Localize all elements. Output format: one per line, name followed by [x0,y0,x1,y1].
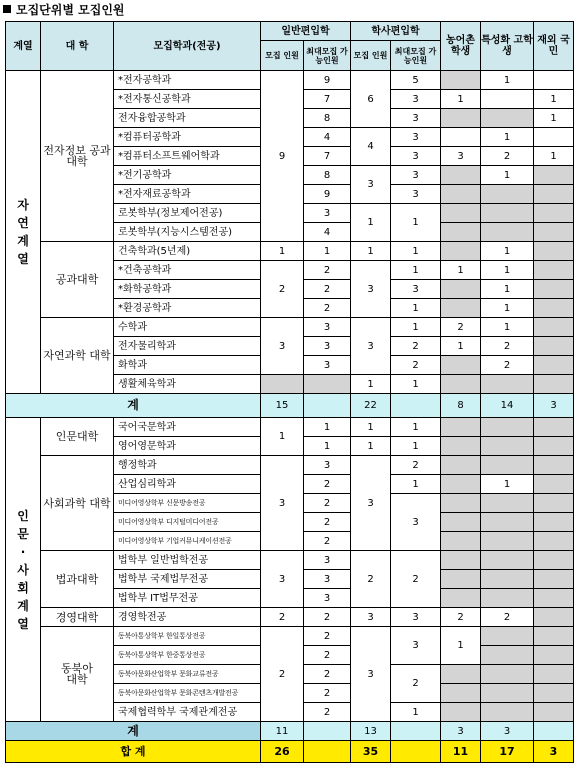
special-cell: 1 [481,166,534,185]
empty-cell [534,318,574,337]
empty-cell [481,109,534,128]
merged-cell: 1 [391,204,441,242]
merged-cell: 1 [441,627,481,665]
header-gyeyeol: 계열 [6,22,41,71]
general-max: 2 [304,261,351,280]
dept-row: 행정학과 [114,456,261,475]
dept-row: *환경공학과 [114,299,261,318]
bachelor-max: 3 [391,608,441,627]
rural-cell: 2 [441,608,481,627]
abroad-cell: 1 [534,109,574,128]
empty-cell [481,375,534,394]
general-max: 2 [304,684,351,703]
empty-cell [481,437,534,456]
empty-cell [481,418,534,437]
dept-row: 전자융합공학과 [114,109,261,128]
empty-cell [534,684,574,703]
empty-cell [534,665,574,684]
rural-cell: 2 [441,318,481,337]
general-max: 8 [304,109,351,128]
dept-row: 국제협력학부 국제관계전공 [114,703,261,722]
dept-row: 화학과 [114,356,261,375]
general-max: 9 [304,185,351,204]
empty-cell [534,551,574,570]
abroad-cell [534,128,574,147]
dept-row: 영어영문학과 [114,437,261,456]
empty-cell [441,375,481,394]
empty-cell [534,223,574,242]
general-max: 2 [304,280,351,299]
bachelor-max: 3 [391,109,441,128]
special-cell: 1 [481,475,534,494]
total-cell [304,741,351,763]
dept-row: *전자재료공학과 [114,185,261,204]
empty-cell [481,185,534,204]
bachelor-mojip: 1 [351,437,391,456]
total-r: 11 [441,741,481,763]
dept-row: 동북아문화산업학부 문화콘텐츠개발전공 [114,684,261,703]
bachelor-max: 3 [391,90,441,109]
empty-cell [441,242,481,261]
subtotal-science-label: 계 [6,394,261,418]
empty-cell [481,223,534,242]
bachelor-mojip: 1 [351,375,391,394]
college-elec: 전자정보 공과대학 [41,71,114,242]
empty-cell [534,204,574,223]
empty-cell [481,684,534,703]
page-title [3,1,125,19]
merged-cell: 3 [351,318,391,375]
college-ne: 동북아 대학 [41,627,114,722]
empty-cell [261,375,304,394]
merged-cell: 2 [261,627,304,722]
empty-cell [441,71,481,90]
empty-cell [441,223,481,242]
subtotal-science-s: 14 [481,394,534,418]
dept-row: *컴퓨터소프트웨어학과 [114,147,261,166]
special-cell: 1 [481,280,534,299]
title-text: 모집단위별 모집인원 [16,3,125,17]
dept-row: 산업심리학과 [114,475,261,494]
bachelor-max: 3 [391,128,441,147]
college-human: 인문대학 [41,418,114,456]
general-max: 2 [304,513,351,532]
dept-row: 동북아통상학부 한일통상전공 [114,627,261,646]
merged-cell: 4 [351,128,391,166]
empty-cell [534,456,574,475]
bachelor-max: 3 [391,166,441,185]
general-max: 7 [304,147,351,166]
bachelor-max: 1 [391,375,441,394]
empty-cell [534,261,574,280]
dept-row: 로봇학부(정보제어전공) [114,204,261,223]
abroad-cell: 1 [534,90,574,109]
empty-cell [481,551,534,570]
empty-cell [441,418,481,437]
dept-row: 생활체육학과 [114,375,261,394]
empty-cell [304,375,351,394]
header-special: 특성화 고학생 [481,22,534,71]
bachelor-max: 2 [391,456,441,475]
merged-cell: 1 [351,204,391,242]
general-max: 2 [304,494,351,513]
subtotal-science-a: 3 [534,394,574,418]
college-law: 법과대학 [41,551,114,608]
general-max: 9 [304,71,351,90]
empty-cell [481,204,534,223]
subtotal-humanities-bm: 13 [351,722,391,741]
general-mojip: 1 [261,242,304,261]
empty-cell [441,185,481,204]
rural-cell [441,128,481,147]
total-a: 3 [534,741,574,763]
dept-row: 미디어영상학부 신문방송전공 [114,494,261,513]
dept-row: *전자공학과 [114,71,261,90]
empty-cell [534,185,574,204]
empty-cell [441,513,481,532]
general-max: 2 [304,532,351,551]
college-eng: 공과대학 [41,242,114,318]
dept-row: 법학부 일반법학전공 [114,551,261,570]
rural-cell: 3 [441,147,481,166]
header-bachelor-max: 최대모집 가능인원 [391,41,441,71]
general-max: 2 [304,627,351,646]
general-max: 3 [304,318,351,337]
subtotal-humanities-s: 3 [481,722,534,741]
empty-cell [481,665,534,684]
special-cell: 2 [481,147,534,166]
header-bachelor-mojip: 모집 인원 [351,41,391,71]
bachelor-mojip: 1 [351,242,391,261]
bachelor-mojip: 3 [351,608,391,627]
header-bachelor: 학사편입학 [351,22,441,41]
empty-cell [534,299,574,318]
bachelor-max: 1 [391,318,441,337]
merged-cell: 9 [261,71,304,242]
bachelor-mojip: 1 [351,418,391,437]
total-s: 17 [481,741,534,763]
subtotal-cell [304,722,351,741]
field-science: 자연계열 [6,71,41,394]
dept-row: *전자통신공학과 [114,90,261,109]
bachelor-max: 1 [391,703,441,722]
empty-cell [534,242,574,261]
empty-cell [441,356,481,375]
empty-cell [534,627,574,646]
special-cell: 1 [481,242,534,261]
dept-row: 국어국문학과 [114,418,261,437]
empty-cell [441,280,481,299]
general-max: 1 [304,437,351,456]
merged-cell: 2 [261,261,304,318]
empty-cell [481,703,534,722]
subtotal-humanities-label: 계 [6,722,261,741]
special-cell: 1 [481,261,534,280]
bachelor-max: 3 [391,280,441,299]
bachelor-max: 3 [391,185,441,204]
general-max: 1 [304,418,351,437]
empty-cell [534,475,574,494]
abroad-cell [534,71,574,90]
bachelor-max: 1 [391,475,441,494]
special-cell: 2 [481,356,534,375]
merged-cell: 3 [351,261,391,318]
header-general-max: 최대모집 가능인원 [304,41,351,71]
empty-cell [534,513,574,532]
special-cell: 1 [481,299,534,318]
subtotal-cell [391,394,441,418]
merged-cell: 3 [351,456,391,551]
college-natsci: 자연과학 대학 [41,318,114,394]
special-cell [481,90,534,109]
subtotal-science-bm: 22 [351,394,391,418]
total-label: 합 계 [6,741,261,763]
empty-cell [441,475,481,494]
merged-cell: 3 [261,456,304,551]
empty-cell [441,589,481,608]
dept-row: 경영학전공 [114,608,261,627]
empty-cell [441,109,481,128]
general-max: 2 [304,665,351,684]
header-rural: 농어촌 학생 [441,22,481,71]
empty-cell [534,532,574,551]
special-cell: 2 [481,337,534,356]
subtotal-humanities-r: 3 [441,722,481,741]
empty-cell [441,665,481,684]
subtotal-science-gm: 15 [261,394,304,418]
header-daehak: 대 학 [41,22,114,71]
dept-row: *건축공학과 [114,261,261,280]
general-max: 7 [304,90,351,109]
empty-cell [481,456,534,475]
empty-cell [441,551,481,570]
general-max: 3 [304,551,351,570]
bachelor-max: 1 [391,418,441,437]
merged-cell: 1 [261,418,304,456]
rural-cell: 1 [441,261,481,280]
rural-cell: 1 [441,90,481,109]
merged-cell: 3 [391,494,441,551]
subtotal-science-r: 8 [441,394,481,418]
bachelor-max: 1 [391,437,441,456]
general-max: 2 [304,475,351,494]
total-gm: 26 [261,741,304,763]
empty-cell [534,437,574,456]
empty-cell [481,570,534,589]
college-biz: 경영대학 [41,608,114,627]
general-max: 2 [304,646,351,665]
merged-cell: 3 [261,318,304,375]
subtotal-humanities-gm: 11 [261,722,304,741]
header-abroad: 재외 국민 [534,22,574,71]
college-social: 사회과학 대학 [41,456,114,551]
empty-cell [534,280,574,299]
dept-row: 법학부 IT법무전공 [114,589,261,608]
empty-cell [481,627,534,646]
empty-cell [534,589,574,608]
empty-cell [441,437,481,456]
empty-cell [441,494,481,513]
dept-row: *화학공학과 [114,280,261,299]
quota-table [5,21,574,763]
general-mojip: 2 [261,608,304,627]
general-max: 3 [304,589,351,608]
general-max: 1 [304,242,351,261]
general-max: 4 [304,223,351,242]
dept-row: 수학과 [114,318,261,337]
general-max: 8 [304,166,351,185]
empty-cell [441,684,481,703]
dept-row: 로봇학부(지능시스템전공) [114,223,261,242]
empty-cell [441,532,481,551]
bachelor-max: 1 [391,299,441,318]
empty-cell [534,356,574,375]
bachelor-max: 3 [391,147,441,166]
empty-cell [441,570,481,589]
merged-cell: 3 [391,627,441,665]
empty-cell [481,589,534,608]
empty-cell [481,646,534,665]
header-general: 일반편입학 [261,22,351,41]
abroad-cell: 1 [534,147,574,166]
merged-cell: 3 [261,551,304,608]
general-max: 3 [304,204,351,223]
bachelor-max: 2 [391,337,441,356]
general-max: 3 [304,356,351,375]
total-bm: 35 [351,741,391,763]
empty-cell [534,646,574,665]
dept-row: 법학부 국제법무전공 [114,570,261,589]
special-cell: 1 [481,71,534,90]
header-hakgwa: 모집학과(전공) [114,22,261,71]
header-general-mojip: 모집 인원 [261,41,304,71]
empty-cell [441,204,481,223]
dept-row: *컴퓨터공학과 [114,128,261,147]
bachelor-max: 5 [391,71,441,90]
merged-cell: 2 [391,551,441,608]
general-max: 4 [304,128,351,147]
dept-row: 동북아문화산업학부 문화교류전공 [114,665,261,684]
empty-cell [441,703,481,722]
dept-row: 건축학과(5년제) [114,242,261,261]
dept-row: 동북아통상학부 한중통상전공 [114,646,261,665]
merged-cell: 2 [391,665,441,703]
merged-cell: 3 [351,166,391,204]
general-max: 3 [304,456,351,475]
bachelor-max: 1 [391,261,441,280]
dept-row: 전자물리학과 [114,337,261,356]
dept-row: *전기공학과 [114,166,261,185]
empty-cell [534,494,574,513]
special-cell: 2 [481,608,534,627]
empty-cell [534,337,574,356]
merged-cell: 6 [351,71,391,128]
empty-cell [534,608,574,627]
empty-cell [441,456,481,475]
general-max: 2 [304,703,351,722]
general-max: 3 [304,337,351,356]
general-max: 2 [304,608,351,627]
merged-cell: 3 [351,627,391,722]
empty-cell [481,494,534,513]
empty-cell [441,166,481,185]
special-cell: 1 [481,318,534,337]
empty-cell [534,418,574,437]
dept-row: 미디어영상학부 기업커뮤니케이션전공 [114,532,261,551]
empty-cell [441,299,481,318]
total-cell [391,741,441,763]
special-cell: 1 [481,128,534,147]
empty-cell [534,703,574,722]
rural-cell: 1 [441,337,481,356]
bachelor-max: 1 [391,242,441,261]
empty-cell [534,166,574,185]
subtotal-cell [391,722,441,741]
empty-cell [481,532,534,551]
square-bullet-icon [3,5,11,13]
empty-cell [534,375,574,394]
general-max: 2 [304,299,351,318]
empty-cell [481,513,534,532]
subtotal-cell [304,394,351,418]
bachelor-max: 2 [391,356,441,375]
subtotal-cell [534,722,574,741]
general-max: 3 [304,570,351,589]
empty-cell [534,570,574,589]
dept-row: 미디어영상학부 디지털미디어전공 [114,513,261,532]
merged-cell: 2 [351,551,391,608]
field-humanities: 인문·사회계열 [6,418,41,722]
